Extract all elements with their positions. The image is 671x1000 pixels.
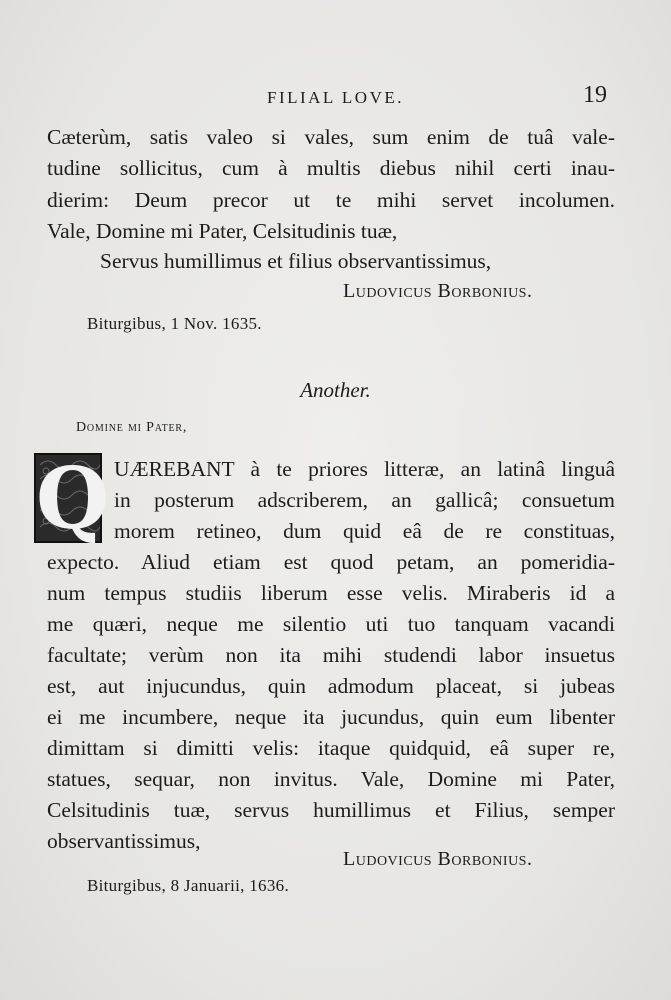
letter2-line: morem retineo, dum quid eâ de re constituas, [114,519,615,543]
letter1-line: tudine sollicitus, cum à multis diebus nihil certi inau- [47,156,615,180]
letter1-line: dierim: Deum precor ut te mihi servet incolumen. [47,188,615,212]
letter2-line: num tempus studiis liberum esse velis. Miraberis id a [47,581,615,605]
letter2-line: est, aut injucundus, quin admodum placeat, si jubeas [47,674,615,698]
letter1-date: Biturgibus, 1 Nov. 1635. [87,314,262,333]
letter2-line: expecto. Aliud etiam est quod petam, an pomeridia- [47,550,615,574]
letter1-signature: Ludovicus Borbonius. [343,280,533,302]
letter2-line: in posterum adscriberem, an gallicâ; consuetum [114,488,615,512]
letter2-line: me quæri, neque me silentio uti tuo tanquam vacandi [47,612,615,636]
letter2-line: UÆREBANT à te priores litteræ, an latinâ linguâ [114,457,615,481]
letter1-line: Cæterùm, satis valeo si vales, sum enim de tuâ vale- [47,125,615,149]
letter2-line: dimittam si dimitti velis: itaque quidquid, eâ super re, [47,736,615,760]
letter2-date: Biturgibus, 8 Januarii, 1636. [87,876,289,895]
letter1-closing: Servus humillimus et filius observantissimus, [100,249,492,273]
letter2-title: Another. [300,378,371,402]
ornamental-dropcap [34,449,110,548]
letter2-line: facultate; verùm non ita mihi studendi labor insuetus [47,643,615,667]
letter2-line: statues, sequar, non invitus. Vale, Domine mi Pater, [47,767,615,791]
letter2-line: Celsitudinis tuæ, servus humillimus et Filius, semper [47,798,615,822]
letter2-signature: Ludovicus Borbonius. [343,848,533,870]
letter2-salutation: Domine mi Pater, [76,420,188,435]
dropcap-letter: Q [36,449,110,548]
letter2-line: ei me incumbere, neque ita jucundus, quin eum libenter [47,705,615,729]
page-number: 19 [583,82,607,108]
running-title: FILIAL LOVE. [266,88,404,107]
letter2-line: observantissimus, [47,829,201,853]
letter1-line: Vale, Domine mi Pater, Celsitudinis tuæ, [47,219,398,243]
